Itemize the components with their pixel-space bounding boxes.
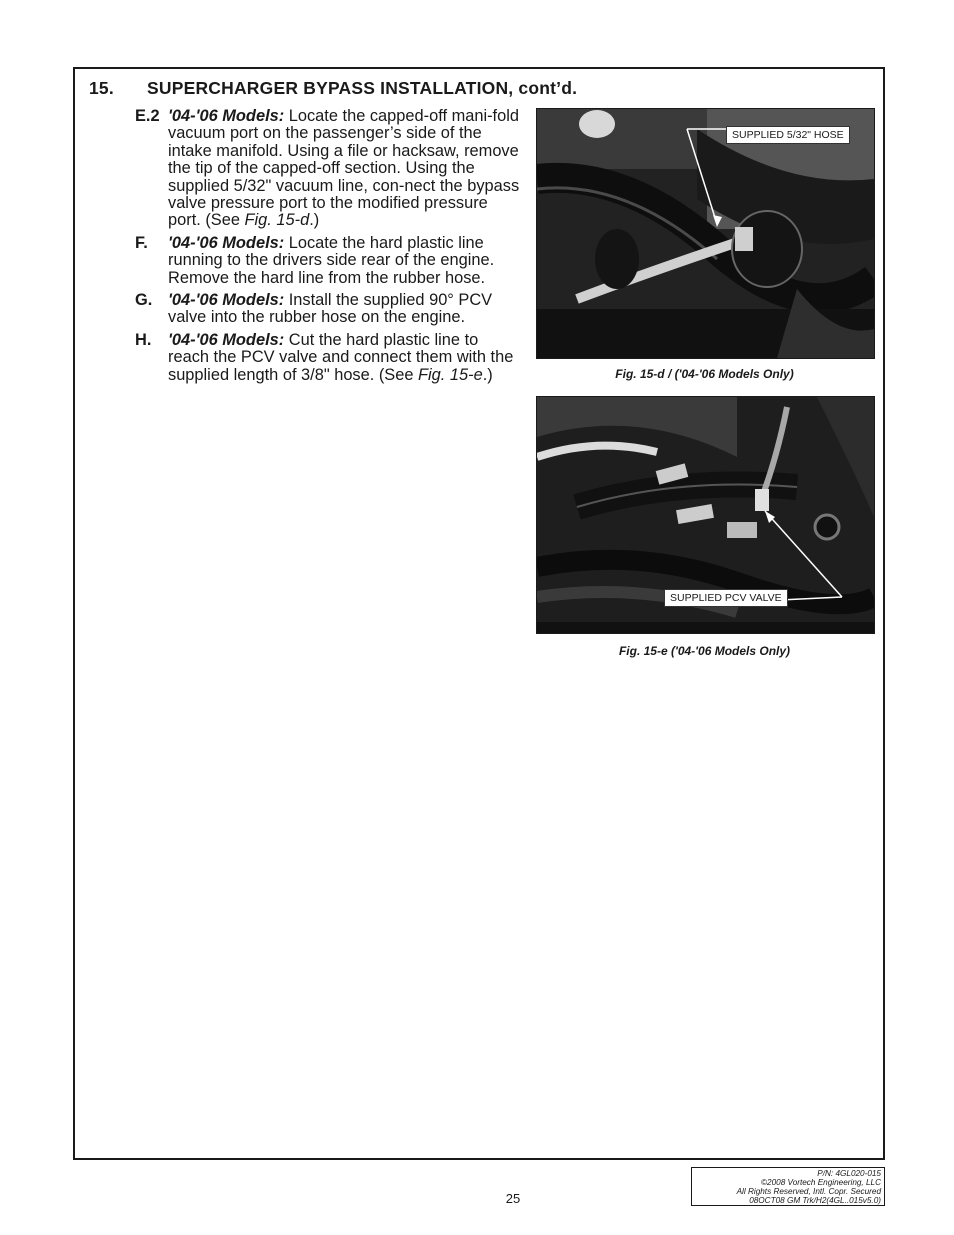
copyright-box — [691, 1167, 885, 1206]
rights-line: All Rights Reserved, Intl. Copr. Secured — [736, 1187, 881, 1196]
instruction-steps — [135, 108, 520, 389]
figure-15d-caption: Fig. 15-d / ('04-'06 Models Only) — [615, 367, 794, 381]
step-label: F. — [135, 233, 148, 252]
figure-reference: Fig. 15-d — [244, 211, 310, 230]
step-text: '04-'06 Models: Locate the hard plastic line running to the drivers side rear of the engine. Remove the hard line from the rubber hose. — [168, 233, 495, 287]
step-h — [135, 332, 520, 384]
model-range: '04-'06 Models: — [168, 330, 285, 349]
engine-bay-photo — [537, 109, 874, 358]
copyright-line: ©2008 Vortech Engineering, LLC — [761, 1178, 881, 1187]
step-e2 — [135, 108, 520, 230]
step-label: G. — [135, 291, 153, 310]
section-heading — [89, 78, 577, 99]
step-g — [135, 292, 520, 327]
step-label: H. — [135, 330, 152, 349]
section-number: 15. — [89, 78, 114, 98]
step-f — [135, 235, 520, 287]
figure-15e-callout: SUPPLIED PCV VALVE — [664, 589, 788, 607]
part-number: P/N: 4GL020-015 — [817, 1169, 881, 1178]
figure-15d-photo — [536, 108, 875, 359]
model-range: '04-'06 Models: — [168, 291, 285, 310]
model-range: '04-'06 Models: — [168, 233, 285, 252]
step-text: '04-'06 Models: Cut the hard plastic line to reach the PCV valve and connect them with the supplied length of 3/8" hose. (See Fig. 15-e.) — [168, 330, 514, 384]
model-range: '04-'06 Models: — [168, 107, 285, 125]
page-number: 25 — [505, 1191, 521, 1206]
figure-reference: Fig. 15-e — [418, 365, 483, 384]
section-title: SUPERCHARGER BYPASS INSTALLATION, cont’d. — [147, 78, 578, 98]
step-text: '04-'06 Models: Install the supplied 90° PCV valve into the rubber hose on the engine. — [168, 291, 493, 327]
figure-15e-caption: Fig. 15-e ('04-'06 Models Only) — [618, 644, 791, 658]
figure-15d-callout: SUPPLIED 5/32" HOSE — [726, 126, 850, 144]
revision-line: 08OCT08 GM Trk/H2(4GL..015v5.0) — [749, 1196, 881, 1205]
step-text: '04-'06 Models: Locate the capped-off mani-fold vacuum port on the passenger’s side of the intake manifold. Using a file or hacksaw, remove the tip of the capped-off section. Using the supplied 5/32" vacuum line, con-nect the bypass valve pressure port to the modified pressure port. (See Fig. 15-d.) — [168, 107, 520, 230]
step-label: E.2 — [135, 107, 160, 125]
